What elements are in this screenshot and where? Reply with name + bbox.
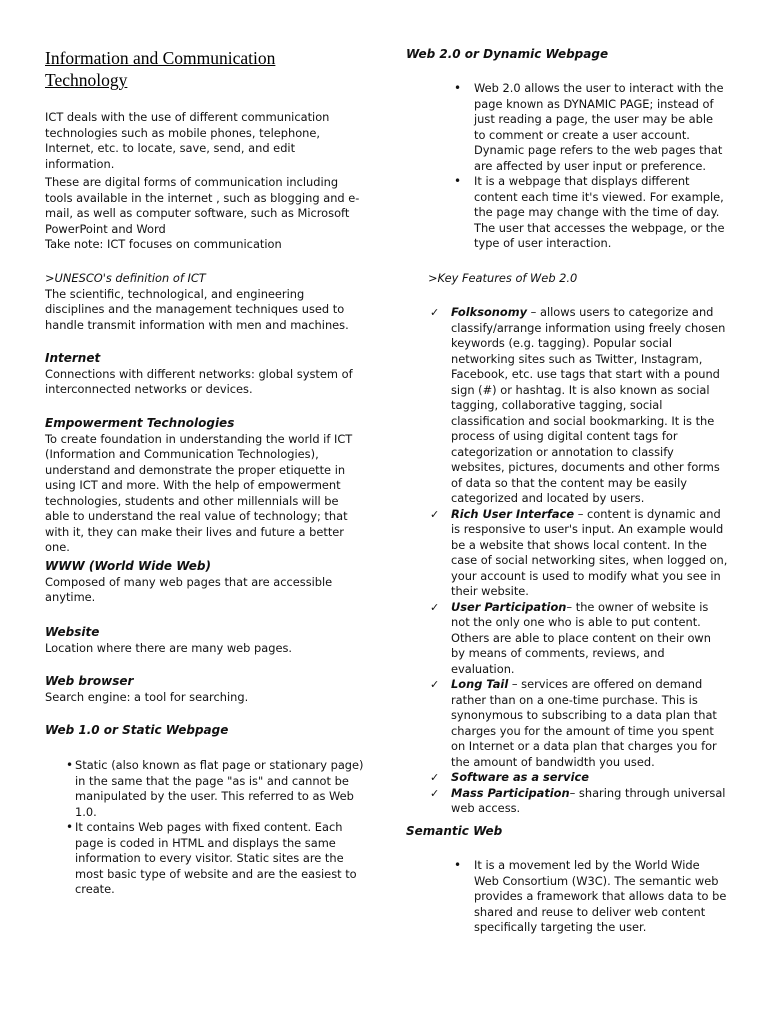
list-item (406, 507, 728, 600)
list-item (406, 786, 728, 817)
internet-block (45, 351, 365, 398)
features-checklist (406, 305, 728, 817)
list-item (406, 677, 728, 770)
feature-term: Software as a service (451, 770, 589, 784)
feature-text: – the owner of website is not the only one who is able to put content. Others are able to place content on their own by means of comments, reviews, and evaluation. (451, 599, 711, 676)
unesco-heading: >UNESCO's definition of ICT (45, 271, 206, 285)
list-item: • It is a movement led by the World Wide Web Consortium (W3C). The semantic web provides a framework that allows data to be shared and reuse to deliver web content specifically targeting the user. (406, 858, 728, 936)
list-item (406, 600, 728, 678)
checkmark-icon: ✓ (430, 771, 440, 784)
web2-bullet-list (406, 81, 728, 252)
web1-heading: Web 1.0 or Static Webpage (45, 723, 229, 737)
unesco-text: The scientific, technological, and engineering disciplines and the management techniques used to handle transmit information with men and machines. (45, 286, 349, 332)
checkmark-icon: ✓ (430, 600, 440, 614)
feature-text: – services are offered on demand rather than on a one-time purchase. This is synonymous to subscribing to a data plan that charges you for the amount of time you spent on Internet or a data plan that charges you for the amount of bandwidth you used. (451, 677, 717, 769)
empowerment-block (45, 416, 365, 556)
web1-bullet-list (45, 758, 365, 898)
list-item: • It contains Web pages with fixed content. Each page is coded in HTML and displays the same information to every visitor. Static sites are the most basic type of website and are the easiest to create. (45, 820, 365, 898)
website-block (45, 625, 365, 656)
feature-text: – sharing through universal web access. (451, 785, 726, 815)
www-text: Composed of many web pages that are accessible anytime. (45, 574, 333, 604)
internet-text: Connections with different networks: global system of interconnected networks or devices. (45, 366, 353, 396)
feature-text: – content is dynamic and is responsive to user's input. An example would be a website that shows local content. In the case of social networking sites, when logged on, your account is used to modify what you see in their website. (451, 506, 728, 598)
list-item: • It is a webpage that displays different content each time it's viewed. For example, the page may change with the time of day. The user that accesses the webpage, or the type of user interaction. (406, 174, 728, 252)
list-item (406, 770, 728, 786)
unesco-block (45, 271, 365, 333)
list-item: • Static (also known as flat page or stationary page) in the same that the page "as is" and cannot be manipulated by the user. This referred to as Web 1.0. (45, 758, 365, 820)
www-heading: WWW (World Wide Web) (45, 559, 211, 573)
website-text: Location where there are many web pages. (45, 640, 293, 655)
checkmark-icon: ✓ (430, 507, 440, 521)
feature-text: – allows users to categorize and classify/arrange information using freely chosen keywords (e.g. tagging). Popular social networking sites such as Twitter, Instagram, Facebook, etc. use tags that start with a pound sign (#) or hashtag. It is also known as social tagging, collaborative tagging, social classification and social bookmarking. It is the process of using digital content tags for categorization or annotation to classify websites, pictures, documents and other forms of data so that the content may be easily categorized and located by users. (451, 305, 726, 505)
features-heading: >Key Features of Web 2.0 (428, 271, 578, 285)
browser-block (45, 674, 365, 705)
checkmark-icon: ✓ (430, 786, 440, 800)
list-item: • Web 2.0 allows the user to interact with the page known as DYNAMIC PAGE; instead of just reading a page, the user may be able to comment or create a user account. Dynamic page refers to the web pages that are affected by user input or preference. (406, 81, 728, 174)
list-item (406, 305, 728, 507)
browser-heading: Web browser (45, 674, 134, 688)
feature-term: Mass Participation (451, 785, 570, 800)
ict-intro: ICT deals with the use of different communication technologies such as mobile phones, telephone, Internet, etc. to locate, save, send, and edit information. (45, 110, 330, 171)
page-title: Information and Communication Technology (45, 48, 276, 90)
website-heading: Website (45, 625, 100, 639)
feature-term: Rich User Interface (451, 506, 575, 521)
semantic-bullet-list (406, 858, 728, 936)
take-note-text: Take note: ICT focuses on communication (45, 237, 282, 251)
feature-term: Long Tail (451, 677, 509, 691)
feature-term: Folksonomy (451, 305, 528, 319)
semantic-web-heading: Semantic Web (406, 824, 503, 838)
checkmark-icon: ✓ (430, 678, 440, 691)
www-block (45, 559, 365, 606)
checkmark-icon: ✓ (430, 306, 440, 319)
browser-text: Search engine: a tool for searching. (45, 689, 249, 704)
digital-forms-block (45, 175, 365, 253)
feature-term: User Participation (451, 599, 567, 614)
digital-forms-text: These are digital forms of communication including tools available in the internet , such as blogging and e-mail, as well as computer software, such as Microsoft PowerPoint and Word (45, 175, 360, 236)
empowerment-heading: Empowerment Technologies (45, 416, 235, 430)
web2-heading: Web 2.0 or Dynamic Webpage (406, 47, 609, 61)
empowerment-text: To create foundation in understanding the world if ICT (Information and Communication Technologies), understand and demonstrate the proper etiquette in using ICT and more. With the help of empowerment technologies, students and other millennials will be able to understand the real value of technology; that with it, they can make their lives and future a better one. (45, 431, 353, 554)
internet-heading: Internet (45, 351, 101, 365)
